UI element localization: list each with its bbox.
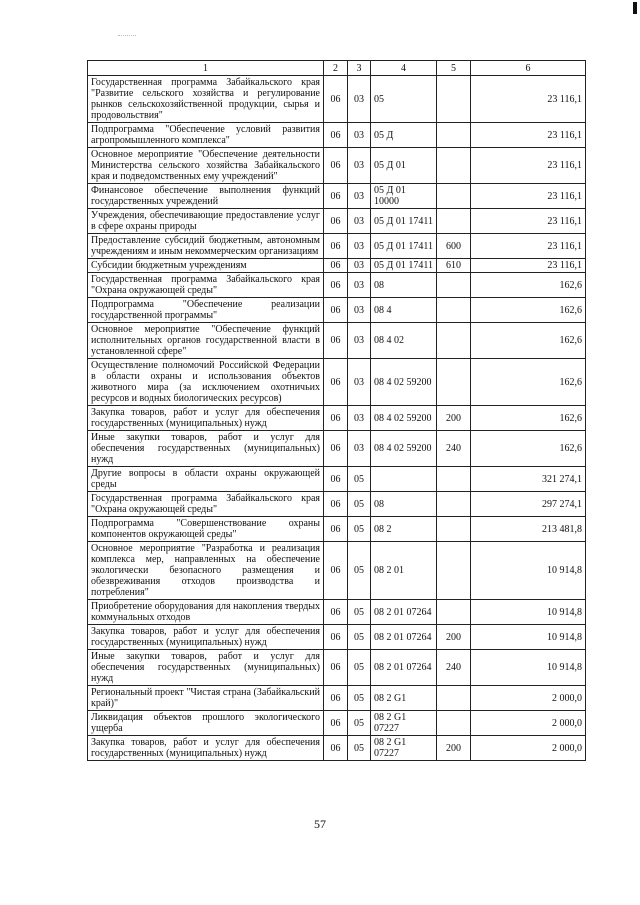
row-section: 06 <box>324 209 348 234</box>
row-name: Основное мероприятие "Обеспечение деятельности Министерства сельского хозяйства Забайкальского края и подведомственных ему учреждений" <box>88 148 324 184</box>
row-section: 06 <box>324 686 348 711</box>
row-expense-type: 240 <box>437 431 471 467</box>
row-amount: 10 914,8 <box>471 650 586 686</box>
row-section: 06 <box>324 298 348 323</box>
row-amount: 23 116,1 <box>471 184 586 209</box>
table-row <box>88 711 586 736</box>
row-section: 06 <box>324 406 348 431</box>
row-name: Закупка товаров, работ и услуг для обеспечения государственных (муниципальных) нужд <box>88 736 324 761</box>
table-row <box>88 517 586 542</box>
row-subsection: 05 <box>348 600 371 625</box>
table-row <box>88 209 586 234</box>
column-header: 3 <box>348 61 371 76</box>
row-expense-type: 200 <box>437 736 471 761</box>
row-expense-type <box>437 76 471 123</box>
table-row <box>88 467 586 492</box>
row-name: Закупка товаров, работ и услуг для обеспечения государственных (муниципальных) нужд <box>88 625 324 650</box>
row-subsection: 05 <box>348 736 371 761</box>
table-row <box>88 406 586 431</box>
row-amount: 23 116,1 <box>471 259 586 273</box>
row-name: Финансовое обеспечение выполнения функций государственных учреждений <box>88 184 324 209</box>
row-expense-type <box>437 323 471 359</box>
row-section: 06 <box>324 431 348 467</box>
row-target-article: 08 2 G1 07227 <box>371 736 437 761</box>
row-target-article: 08 <box>371 492 437 517</box>
table-row <box>88 431 586 467</box>
row-amount: 162,6 <box>471 273 586 298</box>
table-row <box>88 234 586 259</box>
row-amount: 162,6 <box>471 298 586 323</box>
row-target-article: 08 2 01 <box>371 542 437 600</box>
row-subsection: 03 <box>348 123 371 148</box>
row-subsection: 03 <box>348 323 371 359</box>
row-target-article: 08 2 G1 <box>371 686 437 711</box>
row-subsection: 03 <box>348 359 371 406</box>
table-row <box>88 492 586 517</box>
table-row <box>88 184 586 209</box>
row-expense-type: 600 <box>437 234 471 259</box>
row-subsection: 03 <box>348 406 371 431</box>
row-amount: 10 914,8 <box>471 542 586 600</box>
row-section: 06 <box>324 259 348 273</box>
row-amount: 2 000,0 <box>471 736 586 761</box>
row-name: Государственная программа Забайкальского края "Охрана окружающей среды" <box>88 492 324 517</box>
row-expense-type: 200 <box>437 406 471 431</box>
row-target-article: 05 Д 01 <box>371 148 437 184</box>
scan-artifact <box>118 35 136 37</box>
row-target-article: 08 4 02 59200 <box>371 406 437 431</box>
row-amount: 321 274,1 <box>471 467 586 492</box>
row-name: Подпрограмма "Обеспечение условий развития агропромышленного комплекса" <box>88 123 324 148</box>
row-section: 06 <box>324 148 348 184</box>
table-row <box>88 273 586 298</box>
row-subsection: 05 <box>348 542 371 600</box>
column-header: 4 <box>371 61 437 76</box>
table-row <box>88 76 586 123</box>
row-name: Основное мероприятие "Обеспечение функций исполнительных органов государственной власти в установленной сфере" <box>88 323 324 359</box>
row-expense-type <box>437 711 471 736</box>
row-name: Предоставление субсидий бюджетным, автономным учреждениям и иным некоммерческим организациям <box>88 234 324 259</box>
row-subsection: 03 <box>348 298 371 323</box>
row-expense-type <box>437 123 471 148</box>
row-target-article: 08 4 02 59200 <box>371 359 437 406</box>
row-amount: 213 481,8 <box>471 517 586 542</box>
table-row <box>88 600 586 625</box>
row-subsection: 05 <box>348 686 371 711</box>
row-expense-type <box>437 517 471 542</box>
row-name: Государственная программа Забайкальского края "Охрана окружающей среды" <box>88 273 324 298</box>
row-expense-type <box>437 273 471 298</box>
row-expense-type <box>437 686 471 711</box>
row-subsection: 05 <box>348 467 371 492</box>
scan-corner-mark <box>633 2 637 14</box>
row-amount: 23 116,1 <box>471 148 586 184</box>
row-amount: 23 116,1 <box>471 123 586 148</box>
row-name: Подпрограмма "Совершенствование охраны компонентов окружающей среды" <box>88 517 324 542</box>
row-section: 06 <box>324 492 348 517</box>
row-name: Региональный проект "Чистая страна (Забайкальский край)" <box>88 686 324 711</box>
row-target-article: 05 Д <box>371 123 437 148</box>
row-target-article: 08 2 <box>371 517 437 542</box>
row-expense-type: 240 <box>437 650 471 686</box>
row-expense-type <box>437 298 471 323</box>
row-amount: 23 116,1 <box>471 76 586 123</box>
row-target-article: 05 Д 01 10000 <box>371 184 437 209</box>
budget-table <box>87 60 586 761</box>
row-section: 06 <box>324 76 348 123</box>
row-section: 06 <box>324 600 348 625</box>
table-row <box>88 298 586 323</box>
row-amount: 162,6 <box>471 323 586 359</box>
row-name: Ликвидация объектов прошлого экологического ущерба <box>88 711 324 736</box>
row-expense-type <box>437 600 471 625</box>
row-target-article: 08 2 01 07264 <box>371 650 437 686</box>
row-target-article: 08 2 01 07264 <box>371 625 437 650</box>
row-name: Субсидии бюджетным учреждениям <box>88 259 324 273</box>
row-name: Другие вопросы в области охраны окружающей среды <box>88 467 324 492</box>
row-expense-type: 200 <box>437 625 471 650</box>
row-name: Подпрограмма "Обеспечение реализации государственной программы" <box>88 298 324 323</box>
row-section: 06 <box>324 123 348 148</box>
row-target-article <box>371 467 437 492</box>
table-row <box>88 359 586 406</box>
row-name: Иные закупки товаров, работ и услуг для обеспечения государственных (муниципальных) нужд <box>88 650 324 686</box>
row-target-article: 08 4 <box>371 298 437 323</box>
row-subsection: 03 <box>348 184 371 209</box>
row-subsection: 03 <box>348 234 371 259</box>
row-section: 06 <box>324 273 348 298</box>
row-expense-type <box>437 359 471 406</box>
table-row <box>88 323 586 359</box>
row-subsection: 03 <box>348 273 371 298</box>
table-header-row <box>88 61 586 76</box>
row-section: 06 <box>324 711 348 736</box>
row-subsection: 03 <box>348 76 371 123</box>
table-row <box>88 148 586 184</box>
column-header: 2 <box>324 61 348 76</box>
row-amount: 23 116,1 <box>471 209 586 234</box>
table-row <box>88 625 586 650</box>
table-row <box>88 736 586 761</box>
row-subsection: 03 <box>348 148 371 184</box>
row-amount: 162,6 <box>471 431 586 467</box>
row-subsection: 05 <box>348 625 371 650</box>
row-section: 06 <box>324 359 348 406</box>
row-name: Иные закупки товаров, работ и услуг для обеспечения государственных (муниципальных) нужд <box>88 431 324 467</box>
column-header: 5 <box>437 61 471 76</box>
row-expense-type <box>437 209 471 234</box>
row-name: Основное мероприятие "Разработка и реализация комплекса мер, направленных на обеспечение экологически безопасного размещения и обезвреживания отходов производства и потребления" <box>88 542 324 600</box>
row-name: Государственная программа Забайкальского края "Развитие сельского хозяйства и регулирование рынков сельскохозяйственной продукции, сырья и продовольствия" <box>88 76 324 123</box>
row-target-article: 08 4 02 <box>371 323 437 359</box>
table-row <box>88 542 586 600</box>
row-expense-type <box>437 467 471 492</box>
row-section: 06 <box>324 542 348 600</box>
row-target-article: 08 <box>371 273 437 298</box>
row-section: 06 <box>324 467 348 492</box>
row-amount: 10 914,8 <box>471 600 586 625</box>
table-row <box>88 259 586 273</box>
page-number: 57 <box>314 817 326 831</box>
row-amount: 23 116,1 <box>471 234 586 259</box>
row-amount: 162,6 <box>471 406 586 431</box>
row-subsection: 05 <box>348 492 371 517</box>
row-target-article: 05 Д 01 17411 <box>371 234 437 259</box>
column-header: 1 <box>88 61 324 76</box>
row-name: Учреждения, обеспечивающие предоставление услуг в сфере охраны природы <box>88 209 324 234</box>
row-amount: 2 000,0 <box>471 711 586 736</box>
row-section: 06 <box>324 625 348 650</box>
row-target-article: 08 4 02 59200 <box>371 431 437 467</box>
table-row <box>88 650 586 686</box>
row-subsection: 03 <box>348 431 371 467</box>
row-section: 06 <box>324 323 348 359</box>
row-name: Закупка товаров, работ и услуг для обеспечения государственных (муниципальных) нужд <box>88 406 324 431</box>
row-amount: 297 274,1 <box>471 492 586 517</box>
column-header: 6 <box>471 61 586 76</box>
row-section: 06 <box>324 650 348 686</box>
row-target-article: 05 Д 01 17411 <box>371 259 437 273</box>
row-section: 06 <box>324 234 348 259</box>
row-name: Осуществление полномочий Российской Федерации в области охраны и использования объектов животного мира (за исключением охотничьих ресурсов и водных биологических ресурсов) <box>88 359 324 406</box>
row-subsection: 03 <box>348 259 371 273</box>
row-subsection: 05 <box>348 650 371 686</box>
row-expense-type <box>437 542 471 600</box>
row-section: 06 <box>324 736 348 761</box>
row-subsection: 05 <box>348 517 371 542</box>
row-amount: 162,6 <box>471 359 586 406</box>
row-expense-type: 610 <box>437 259 471 273</box>
row-section: 06 <box>324 184 348 209</box>
table-row <box>88 686 586 711</box>
row-expense-type <box>437 492 471 517</box>
row-section: 06 <box>324 517 348 542</box>
row-expense-type <box>437 148 471 184</box>
row-subsection: 05 <box>348 711 371 736</box>
row-name: Приобретение оборудования для накопления твердых коммунальных отходов <box>88 600 324 625</box>
row-target-article: 05 Д 01 17411 <box>371 209 437 234</box>
row-amount: 2 000,0 <box>471 686 586 711</box>
row-expense-type <box>437 184 471 209</box>
row-target-article: 08 2 01 07264 <box>371 600 437 625</box>
row-amount: 10 914,8 <box>471 625 586 650</box>
row-target-article: 08 2 G1 07227 <box>371 711 437 736</box>
table-row <box>88 123 586 148</box>
row-target-article: 05 <box>371 76 437 123</box>
row-subsection: 03 <box>348 209 371 234</box>
